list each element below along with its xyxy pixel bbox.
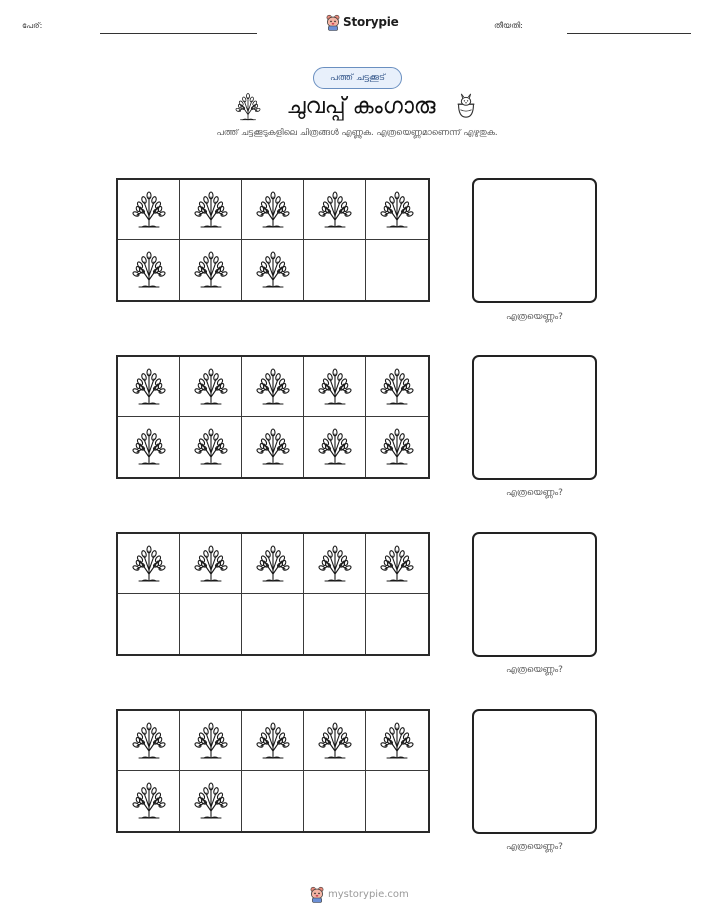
bush-icon — [377, 427, 417, 467]
frame-cell — [304, 357, 366, 417]
bush-icon — [315, 367, 355, 407]
frame-cell — [180, 771, 242, 831]
bush-icon — [315, 544, 355, 584]
bush-icon — [315, 427, 355, 467]
bush-icon — [377, 190, 417, 230]
frame-cell — [304, 594, 366, 654]
bush-icon — [253, 250, 293, 290]
bush-icon — [315, 190, 355, 230]
frame-cell — [242, 417, 304, 477]
frame-cell — [180, 180, 242, 240]
frame-cell — [304, 771, 366, 831]
ten-frame-2 — [116, 355, 430, 479]
answer-label-3: എത്രയെണ്ണം? — [506, 665, 563, 675]
bush-icon — [129, 781, 169, 821]
frame-cell — [366, 771, 428, 831]
bush-icon — [315, 721, 355, 761]
bush-icon — [129, 250, 169, 290]
bush-icon — [191, 190, 231, 230]
bush-icon — [253, 544, 293, 584]
frame-cell — [180, 594, 242, 654]
answer-box-3[interactable] — [472, 532, 597, 657]
frame-cell — [180, 534, 242, 594]
frame-cell — [366, 357, 428, 417]
bush-icon — [191, 781, 231, 821]
bush-icon — [191, 250, 231, 290]
bush-icon — [129, 721, 169, 761]
instructions: പത്ത് ചട്ടക്കൂടുകളിലെ ചിത്രങ്ങൾ എണ്ണുക. എത്രയെണ്ണമാണെന്ന് എഴുതുക. — [216, 128, 498, 138]
frame-cell — [118, 594, 180, 654]
answer-label-1: എത്രയെണ്ണം? — [506, 312, 563, 322]
bush-icon — [253, 367, 293, 407]
frame-cell — [242, 771, 304, 831]
frame-cell — [366, 417, 428, 477]
frame-cell — [242, 180, 304, 240]
kangaroo-icon — [452, 92, 480, 120]
bush-icon — [377, 544, 417, 584]
bush-icon — [253, 427, 293, 467]
frame-cell — [118, 771, 180, 831]
bush-icon — [191, 721, 231, 761]
page-title: ചുവപ്പ് കംഗാരു — [286, 94, 436, 119]
frame-cell — [366, 711, 428, 771]
name-label: പേര്: — [22, 21, 43, 30]
frame-cell — [180, 417, 242, 477]
bush-icon — [191, 367, 231, 407]
frame-cell — [304, 711, 366, 771]
frame-cell — [118, 240, 180, 300]
footer-url[interactable]: mystorypie.com — [328, 888, 409, 900]
bush-icon — [129, 190, 169, 230]
bush-icon — [129, 544, 169, 584]
frame-cell — [242, 711, 304, 771]
storypie-logo-icon — [310, 886, 324, 903]
bush-icon — [191, 427, 231, 467]
frame-cell — [304, 240, 366, 300]
bush-icon — [129, 427, 169, 467]
date-line[interactable] — [567, 33, 691, 34]
bush-icon — [377, 721, 417, 761]
frame-cell — [304, 417, 366, 477]
frame-cell — [118, 711, 180, 771]
answer-label-2: എത്രയെണ്ണം? — [506, 488, 563, 498]
answer-box-1[interactable] — [472, 178, 597, 303]
frame-cell — [118, 417, 180, 477]
frame-cell — [242, 594, 304, 654]
answer-box-2[interactable] — [472, 355, 597, 480]
footer — [310, 884, 409, 904]
bush-icon — [191, 544, 231, 584]
worksheet-type-badge: പത്ത് ചട്ടക്കൂട് — [313, 67, 402, 89]
frame-cell — [366, 180, 428, 240]
ten-frame-4 — [116, 709, 430, 833]
answer-box-4[interactable] — [472, 709, 597, 834]
frame-cell — [366, 534, 428, 594]
frame-cell — [118, 180, 180, 240]
frame-cell — [242, 534, 304, 594]
bush-icon — [253, 190, 293, 230]
ten-frame-1 — [116, 178, 430, 302]
bush-icon — [377, 367, 417, 407]
bush-icon — [253, 721, 293, 761]
bush-icon — [129, 367, 169, 407]
brand-name: Storypie — [343, 15, 399, 29]
name-line[interactable] — [100, 33, 257, 34]
frame-cell — [180, 357, 242, 417]
frame-cell — [242, 357, 304, 417]
ten-frame-3 — [116, 532, 430, 656]
frame-cell — [366, 240, 428, 300]
date-label: തീയതി: — [494, 21, 523, 30]
frame-cell — [180, 240, 242, 300]
storypie-logo-icon — [326, 14, 340, 31]
frame-cell — [304, 180, 366, 240]
frame-cell — [366, 594, 428, 654]
frame-cell — [242, 240, 304, 300]
bush-icon — [233, 92, 263, 122]
answer-label-4: എത്രയെണ്ണം? — [506, 842, 563, 852]
frame-cell — [180, 711, 242, 771]
frame-cell — [118, 357, 180, 417]
frame-cell — [118, 534, 180, 594]
frame-cell — [304, 534, 366, 594]
brand — [326, 12, 399, 32]
